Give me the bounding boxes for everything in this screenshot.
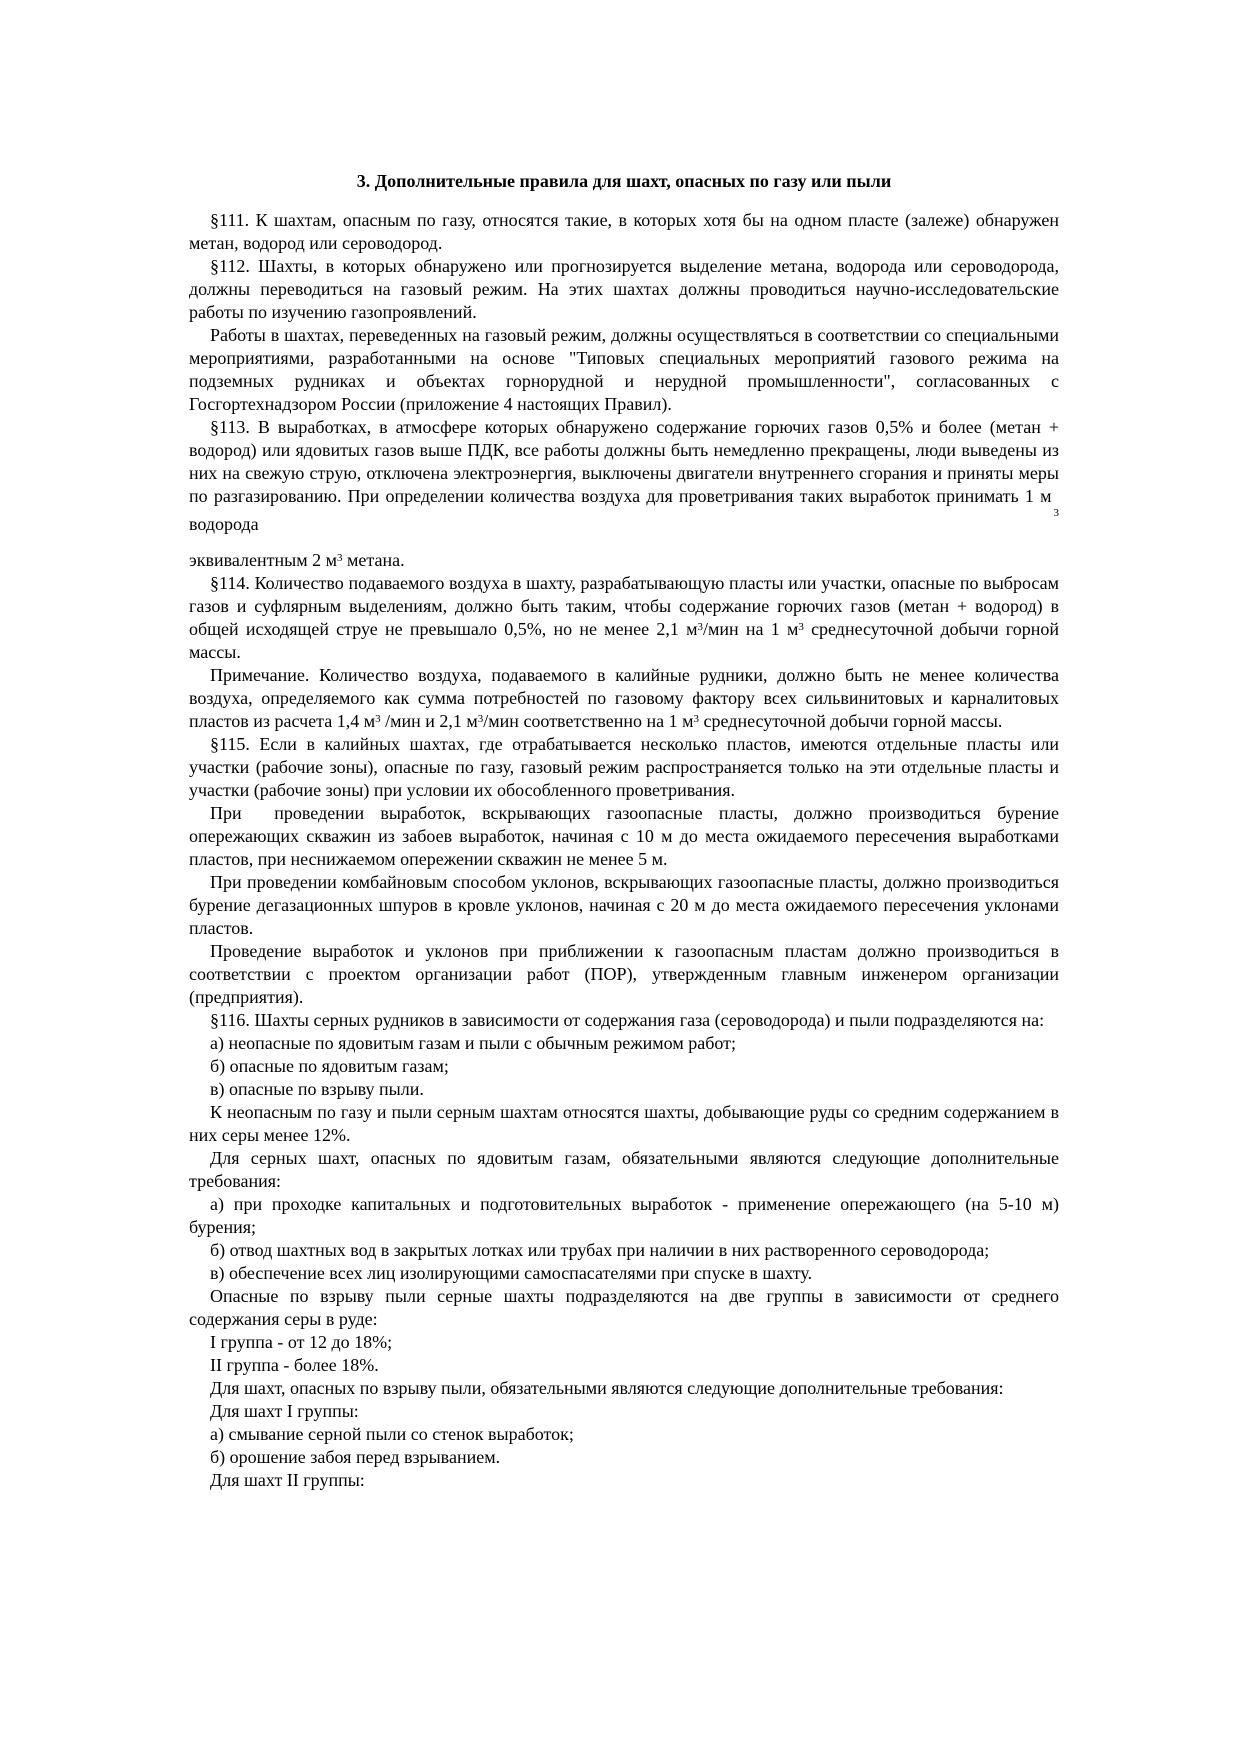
paragraph-116: §116. Шахты серных рудников в зависимости от содержания газа (сероводорода) и пыли подразделяются на: (210, 1010, 1045, 1030)
paragraph-116-dust-groups: Опасные по взрыву пыли серные шахты подразделяются на две группы в зависимости от среднего содержания серы в руде: (189, 1286, 1059, 1329)
paragraph-114-per-min: /мин на 1 м (703, 619, 799, 639)
paragraph-116-dust-requirements: Для шахт, опасных по взрыву пыли, обязательными являются следующие дополнительные требования: (210, 1378, 1004, 1398)
paragraph-111: §111. К шахтам, опасным по газу, относятся такие, в которых хотя бы на одном пласте (залеже) обнаружен метан, водород или сероводород. (189, 210, 1059, 253)
paragraph-116-group-1-req-b: б) орошение забоя перед взрыванием. (210, 1447, 501, 1467)
paragraph-116-group-2-heading: Для шахт II группы: (210, 1470, 365, 1490)
paragraph-116-group-1-req-a: а) смывание серной пыли со стенок выработок; (210, 1424, 574, 1444)
paragraph-116-gas-req-c: в) обеспечение всех лиц изолирующими самоспасателями при спуске в шахту. (210, 1263, 813, 1283)
note-exponent-3: 3 (693, 713, 700, 725)
paragraph-116-gas-requirements: Для серных шахт, опасных по ядовитым газам, обязательными являются следующие дополнительные требования: (189, 1148, 1059, 1191)
paragraph-114-end: среднесуточной добычи горной массы. (189, 619, 1060, 662)
paragraph-116-item-b: б) опасные по ядовитым газам; (210, 1056, 449, 1076)
paragraph-116-non-hazard: К неопасным по газу и пыли серным шахтам относятся шахты, добывающие руды со средним содержанием в них серы менее 12%. (189, 1102, 1059, 1145)
paragraph-113-hydrogen: водорода (189, 514, 259, 534)
paragraph-116-group-1-heading: Для шахт I группы: (210, 1401, 359, 1421)
paragraph-116-gas-req-b: б) отвод шахтных вод в закрытых лотках или трубах при наличии в них растворенного сероводорода; (210, 1240, 990, 1260)
paragraph-note (189, 664, 1059, 733)
paragraph-115-drilling: При проведении выработок, вскрывающих газоопасные пласты, должно производиться бурение опережающих скважин из забоев выработок, начиная с 10 м до места ожидаемого пересечения выработками пластов, при неснижаемом опережении скважин не менее 5 м. (189, 803, 1064, 869)
note-per-min: /мин и 2,1 м (380, 711, 478, 731)
document-page (189, 170, 1064, 1492)
note-exponent-2: 3 (477, 713, 484, 725)
paragraph-113-exponent-2: 3 (337, 552, 343, 564)
paragraph-113-equivalent: эквивалентным 2 м (189, 550, 337, 570)
paragraph-114-exponent-2: 3 (798, 621, 804, 633)
paragraph-112-works: Работы в шахтах, переведенных на газовый режим, должны осуществляться в соответствии со специальными мероприятиями, разработанными на основе "Типовых специальных мероприятий газового режима на подземных рудниках и объектах горнорудной и нерудной промышленности", согласованных с Госгортехнадзором России (приложение 4 настоящих Правил). (189, 325, 1059, 414)
note-respectively: /мин соответственно на 1 м (483, 711, 694, 731)
paragraph-113 (189, 416, 1059, 536)
paragraph-112: §112. Шахты, в которых обнаружено или прогнозируется выделение метана, водорода или сероводорода, должны переводиться на газовый режим. На этих шахтах должны проводиться научно-исследовательские работы по изучению газопроявлений. (189, 256, 1059, 322)
paragraph-113-methane: метана. (342, 550, 405, 570)
paragraph-116-group-2: II группа - более 18%. (210, 1355, 379, 1375)
paragraph-113-exponent: 3 (1053, 507, 1059, 519)
paragraph-116-item-c: в) опасные по взрыву пыли. (210, 1079, 424, 1099)
paragraph-114-text: §114. Количество подаваемого воздуха в шахту, разрабатывающую пласты или участки, опасные по выбросам газов и суфлярным выделениям, должно быть таким, чтобы содержание горючих газов (метан + водород) в общей исходящей струе не превышало 0,5%, но не менее 2,1 м (189, 573, 1059, 639)
note-text: Примечание. Количество воздуха, подаваемого в калийные рудники, должно быть не менее количества воздуха, определяемого как сумма потребностей по газовому фактору всех сильвинитовых и карналитовых пластов из расчета 1,4 м (189, 665, 1059, 731)
note-end: среднесуточной добычи горной массы. (699, 711, 1003, 731)
paragraph-116-gas-req-a: а) при проходке капитальных и подготовительных выработок - применение опережающего (на 5-10 м) бурения; (189, 1194, 1059, 1237)
section-title: 3. Дополнительные правила для шахт, опасных по газу или пыли (356, 171, 892, 191)
paragraph-115: §115. Если в калийных шахтах, где отрабатывается несколько пластов, имеются отдельные пласты или участки (рабочие зоны), опасные по газу, газовый режим распространяется только на эти отдельные пласты и участки (рабочие зоны) при условии их обособленного проветривания. (189, 734, 1059, 800)
paragraph-115-por: Проведение выработок и уклонов при приближении к газоопасным пластам должно производиться в соответствии с проектом организации работ (ПОР), утвержденным главным инженером организации (предприятия). (189, 941, 1059, 1007)
paragraph-115-combine: При проведении комбайновым способом уклонов, вскрывающих газоопасные пласты, должно производиться бурение дегазационных шпуров в кровле уклонов, начиная с 20 м до места ожидаемого пересечения уклонами пластов. (189, 872, 1059, 938)
paragraph-114 (189, 572, 1059, 664)
paragraph-116-item-a: а) неопасные по ядовитым газам и пыли с обычным режимом работ; (210, 1033, 737, 1053)
note-exponent-1: 3 (375, 713, 381, 725)
paragraph-116-group-1: I группа - от 12 до 18%; (210, 1332, 393, 1352)
paragraph-114-exponent-1: 3 (697, 621, 703, 633)
paragraph-113-continuation (189, 549, 1059, 572)
paragraph-113-text: §113. В выработках, в атмосфере которых обнаружено содержание горючих газов 0,5% и более (метан + водород) или ядовитых газов выше ПДК, все работы должны быть немедленно прекращены, люди выведены из них на свежую струю, отключена электроэнергия, выключены двигатели внутреннего сгорания и приняты меры по разгазированию. При определении количества воздуха для проветривания таких выработок принимать 1 м (189, 417, 1059, 506)
